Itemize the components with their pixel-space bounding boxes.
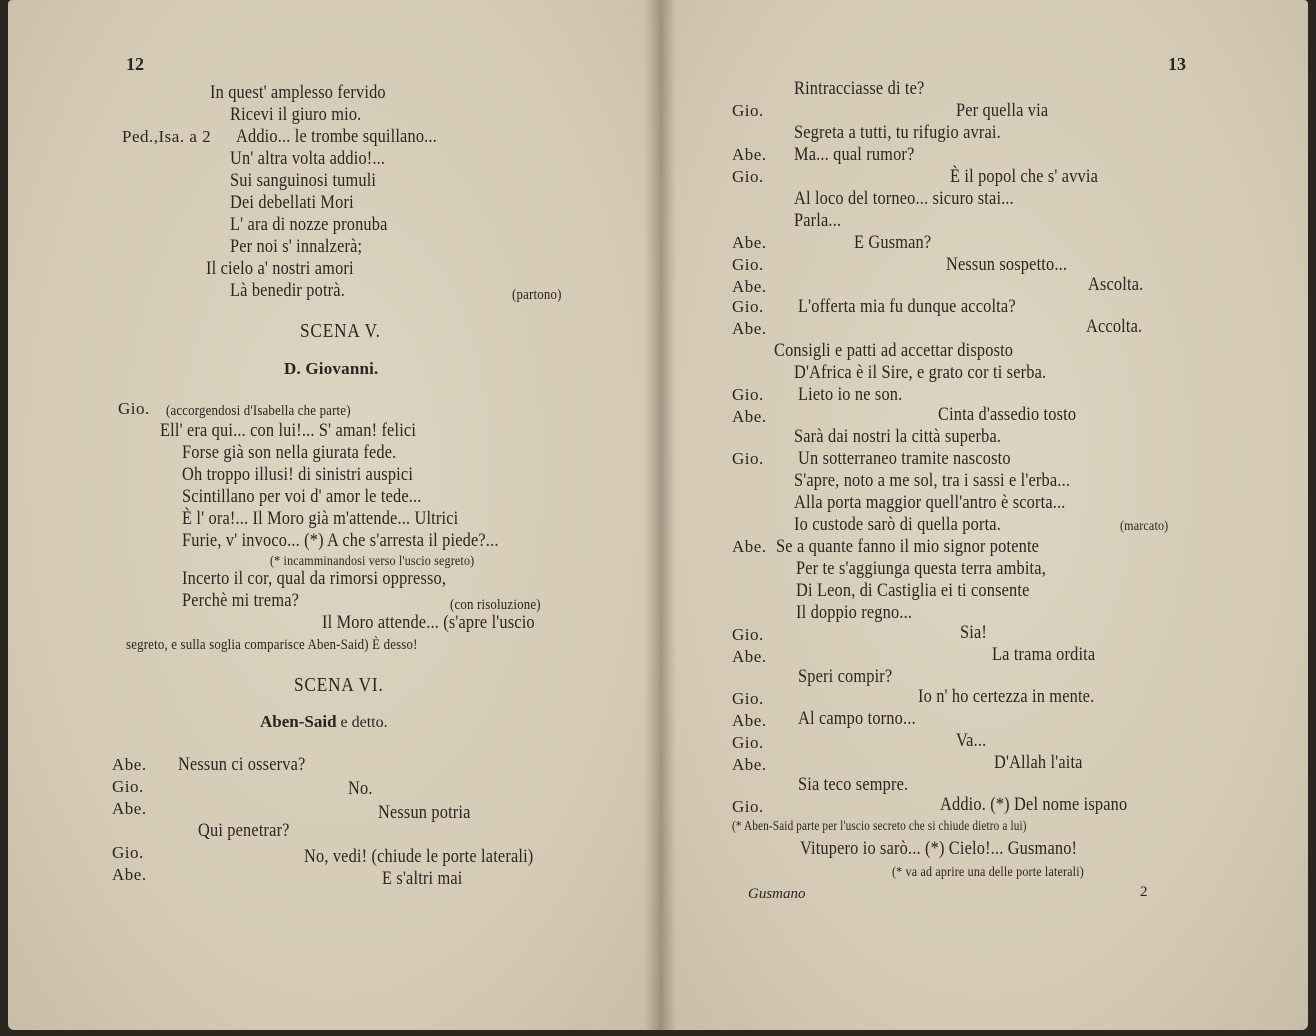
speaker-label: Gio. <box>118 399 150 418</box>
dialogue-line: Cinta d'assedio tosto <box>938 404 1077 425</box>
dialogue-line: Lieto io ne son. <box>798 384 903 405</box>
scene-cast <box>260 712 388 732</box>
speaker-label: Gio. <box>732 733 764 752</box>
stage-direction: segreto, e sulla soglia comparisce Aben-Said) È desso! <box>126 637 418 653</box>
dialogue-line: È il popol che s' avvia <box>950 166 1099 187</box>
verse-line: In quest' amplesso fervido <box>210 82 386 103</box>
speaker-label: Abe. <box>112 755 147 774</box>
verse-line: Furie, v' invoco... (*) A che s'arresta il piede?... <box>182 530 499 551</box>
speaker-label: Abe. <box>732 277 767 296</box>
stage-direction: (con risoluzione) <box>450 597 541 613</box>
speaker-label: Gio. <box>112 843 144 862</box>
speaker-label: Abe. <box>112 865 147 884</box>
verse-line: È l' ora!... Il Moro già m'attende... Ultrici <box>182 508 459 529</box>
dialogue-line: Di Leon, di Castiglia ei ti consente <box>796 580 1030 601</box>
verse-line: Oh troppo illusi! di sinistri auspici <box>182 464 414 485</box>
cast-name: Aben-Said <box>260 712 337 731</box>
verse-line: Là benedir potrà. <box>230 280 345 301</box>
dialogue-line: D'Allah l'aita <box>994 752 1083 773</box>
footer-signature: 2 <box>1140 884 1148 900</box>
speaker-label: Abe. <box>732 711 767 730</box>
dialogue-line: Sarà dai nostri la città superba. <box>794 426 1002 447</box>
dialogue-line: E Gusman? <box>854 232 932 253</box>
stage-direction: (accorgendosi d'Isabella che parte) <box>166 403 351 419</box>
speaker-label: Gio. <box>732 625 764 644</box>
dialogue-line: Consigli e patti ad accettar disposto <box>774 340 1014 361</box>
speaker-label: Abe. <box>732 407 767 426</box>
dialogue-line: Sia teco sempre. <box>798 774 909 795</box>
speaker-label: Gio. <box>732 297 764 316</box>
verse-line: L' ara di nozze pronuba <box>230 214 388 235</box>
scene-title: SCENA V. <box>300 320 381 342</box>
verse-line: Forse già son nella giurata fede. <box>182 442 397 463</box>
dialogue-line: Sia! <box>960 622 988 643</box>
verse-line: Incerto il cor, qual da rimorsi oppresso, <box>182 568 447 589</box>
page-number: 12 <box>126 54 144 74</box>
dialogue-line: No. <box>348 778 373 799</box>
dialogue-line: E s'altri mai <box>382 868 463 889</box>
verse-line: Ricevi il giuro mio. <box>230 104 362 125</box>
dialogue-line: Io n' ho certezza in mente. <box>918 686 1095 707</box>
speaker-label: Gio. <box>732 385 764 404</box>
speaker-label: Abe. <box>732 647 767 666</box>
dialogue-line: Ma... qual rumor? <box>794 144 915 165</box>
verse-line: Dei debellati Mori <box>230 192 354 213</box>
verse-line: Perchè mi trema? <box>182 590 300 611</box>
dialogue-line: Nessun sospetto... <box>946 254 1068 275</box>
dialogue-line: Per quella via <box>956 100 1049 121</box>
cast-rest: e detto. <box>340 714 388 731</box>
speaker-label: Gio. <box>732 255 764 274</box>
dialogue-line: Segreta a tutti, tu rifugio avrai. <box>794 122 1001 143</box>
dialogue-line: Un sotterraneo tramite nascosto <box>798 448 1011 469</box>
dialogue-line: Nessun ci osserva? <box>178 754 306 775</box>
dialogue-line: Qui penetrar? <box>198 820 290 841</box>
stage-direction: (partono) <box>512 287 562 303</box>
dialogue-line: Io custode sarò di quella porta. <box>794 514 1001 535</box>
verse-line: Il cielo a' nostri amori <box>206 258 354 279</box>
dialogue-line: Rintracciasse di te? <box>794 78 925 99</box>
dialogue-line: Nessun potria <box>378 802 471 823</box>
speaker-label: Abe. <box>732 233 767 252</box>
verse-line: Scintillano per voi d' amor le tede... <box>182 486 422 507</box>
right-page <box>660 0 1308 1030</box>
dialogue-line: Al campo torno... <box>798 708 916 729</box>
speaker-label: Gio. <box>732 101 764 120</box>
scene-title: SCENA VI. <box>294 674 384 696</box>
stage-direction: (* va ad aprire una delle porte laterali) <box>892 865 1084 880</box>
speaker-label: Gio. <box>732 797 764 816</box>
dialogue-line: L'offerta mia fu dunque accolta? <box>798 296 1016 317</box>
verse-line: Ell' era qui... con lui!... S' aman! felici <box>160 420 417 441</box>
dialogue-line: Il doppio regno... <box>796 602 913 623</box>
scene-cast: D. Giovanni. <box>284 359 379 378</box>
book-gutter <box>644 0 676 1030</box>
dialogue-line: Vitupero io sarò... (*) Cielo!... Gusmano! <box>800 838 1078 859</box>
speaker-label: Abe. <box>732 537 767 556</box>
dialogue-line: Ascolta. <box>1088 274 1144 295</box>
speaker-label: Gio. <box>732 689 764 708</box>
speaker-label: Gio. <box>112 777 144 796</box>
stage-direction: (* incamminandosi verso l'uscio segreto) <box>270 554 475 569</box>
speaker-label: Abe. <box>112 799 147 818</box>
stage-direction: (marcato) <box>1120 519 1169 534</box>
dialogue-line: Va... <box>956 730 987 751</box>
dialogue-line: Se a quante fanno il mio signor potente <box>776 536 1040 557</box>
dialogue-line: S'apre, noto a me sol, tra i sassi e l'erba... <box>794 470 1071 491</box>
verse-line: Il Moro attende... (s'apre l'uscio <box>322 612 535 633</box>
dialogue-line: La trama ordita <box>992 644 1096 665</box>
verse-line: Addio... le trombe squillano... <box>236 126 437 147</box>
dialogue-line: Per te s'aggiunga questa terra ambita, <box>796 558 1046 579</box>
verse-line: Un' altra volta addio!... <box>230 148 386 169</box>
dialogue-line: Al loco del torneo... sicuro stai... <box>794 188 1014 209</box>
page-number: 13 <box>1168 54 1186 74</box>
verse-line: Sui sanguinosi tumuli <box>230 170 377 191</box>
speaker-label: Gio. <box>732 167 764 186</box>
dialogue-line: Addio. (*) Del nome ispano <box>940 794 1128 815</box>
dialogue-line: D'Africa è il Sire, e grato cor ti serba. <box>794 362 1047 383</box>
speaker-label: Abe. <box>732 319 767 338</box>
dialogue-line: Parla... <box>794 210 842 231</box>
dialogue-line: Accolta. <box>1086 316 1143 337</box>
left-page <box>8 0 660 1030</box>
footer-title: Gusmano <box>748 886 806 902</box>
speaker-label: Ped.,Isa. a 2 <box>122 127 212 146</box>
stage-direction: (* Aben-Said parte per l'uscio secreto che si chiude dietro a lui) <box>732 819 1027 834</box>
speaker-label: Gio. <box>732 449 764 468</box>
verse-line: Per noi s' innalzerà; <box>230 236 363 257</box>
dialogue-line: No, vedi! (chiude le porte laterali) <box>304 846 534 867</box>
speaker-label: Abe. <box>732 145 767 164</box>
speaker-label: Abe. <box>732 755 767 774</box>
dialogue-line: Alla porta maggior quell'antro è scorta... <box>794 492 1066 513</box>
dialogue-line: Speri compir? <box>798 666 893 687</box>
